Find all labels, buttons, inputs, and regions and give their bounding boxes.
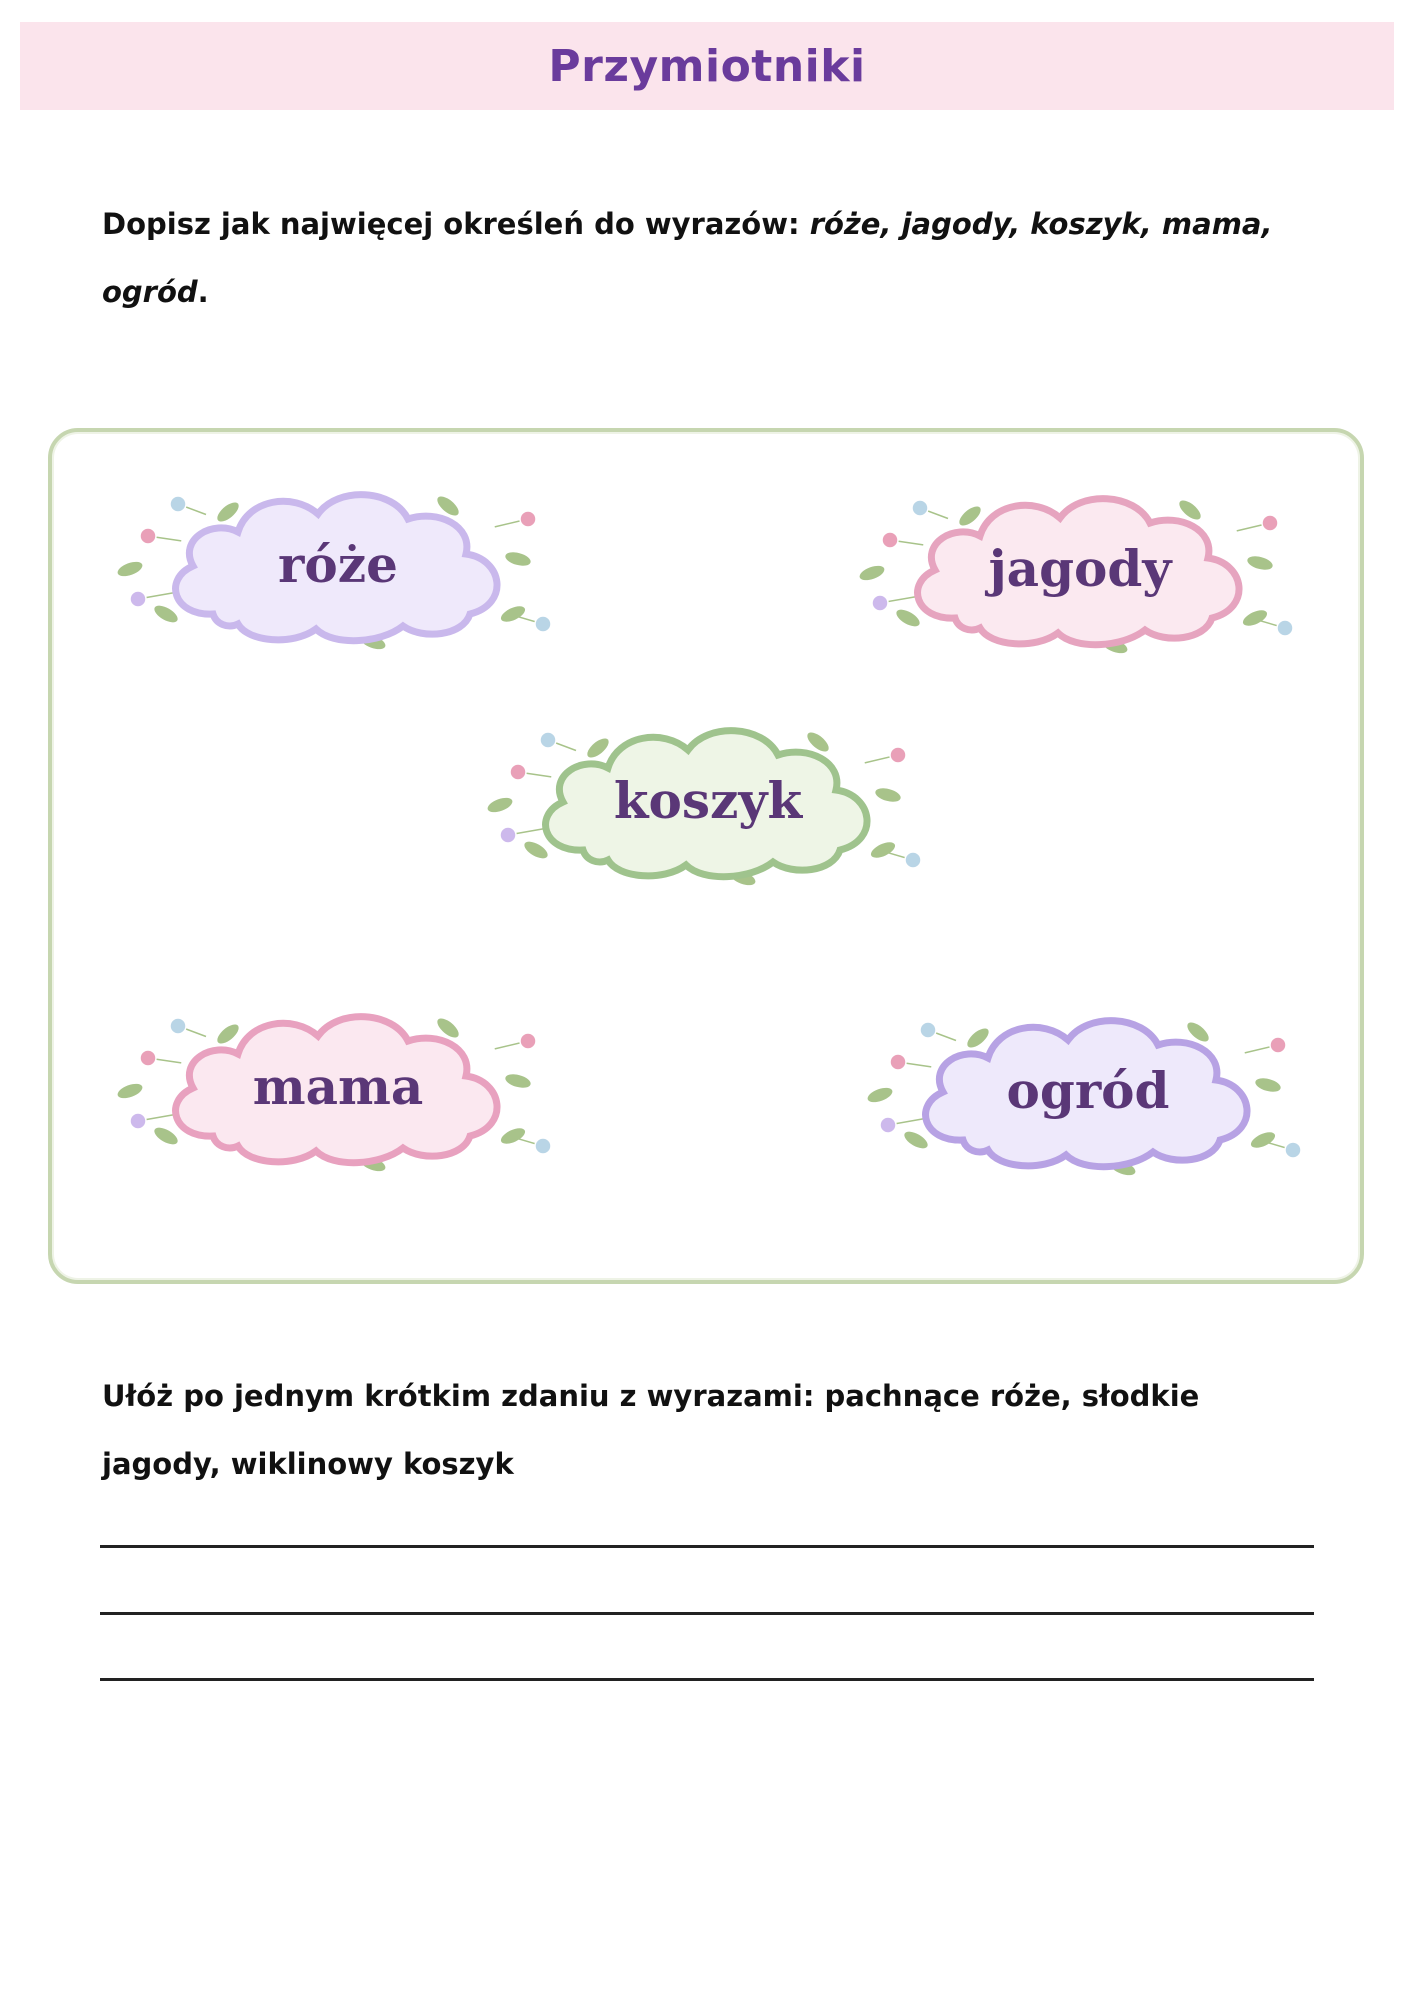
cloud-word-koszyk: koszyk bbox=[613, 770, 803, 830]
task-1-lead: Dopisz jak najwięcej określeń do wyrazów: bbox=[102, 207, 810, 241]
task-2-instruction: Ułóż po jednym krótkim zdaniu z wyrazami: pachnące róże, słodkie jagody, wiklinowy koszyk bbox=[102, 1379, 1200, 1481]
cloud-ogrod bbox=[868, 990, 1308, 1190]
cloud-word-jagody: jagody bbox=[988, 538, 1172, 598]
title-band bbox=[20, 22, 1394, 110]
page-title: Przymiotniki bbox=[548, 40, 866, 92]
answer-line[interactable] bbox=[100, 1612, 1314, 1615]
cloud-mama bbox=[118, 986, 558, 1186]
task-1-end: . bbox=[197, 275, 209, 309]
cloud-word-ogrod: ogród bbox=[1006, 1060, 1170, 1120]
answer-line[interactable] bbox=[100, 1678, 1314, 1681]
task-1-words: róże, jagody, koszyk, mama, ogród bbox=[102, 207, 1273, 309]
cloud-roze bbox=[118, 464, 558, 664]
cloud-jagody bbox=[860, 468, 1300, 668]
cloud-word-roze: róże bbox=[278, 534, 398, 594]
answer-line[interactable] bbox=[100, 1545, 1314, 1548]
task-1-instruction bbox=[102, 190, 1312, 326]
cloud-word-mama: mama bbox=[252, 1056, 424, 1116]
cloud-koszyk bbox=[488, 700, 928, 900]
